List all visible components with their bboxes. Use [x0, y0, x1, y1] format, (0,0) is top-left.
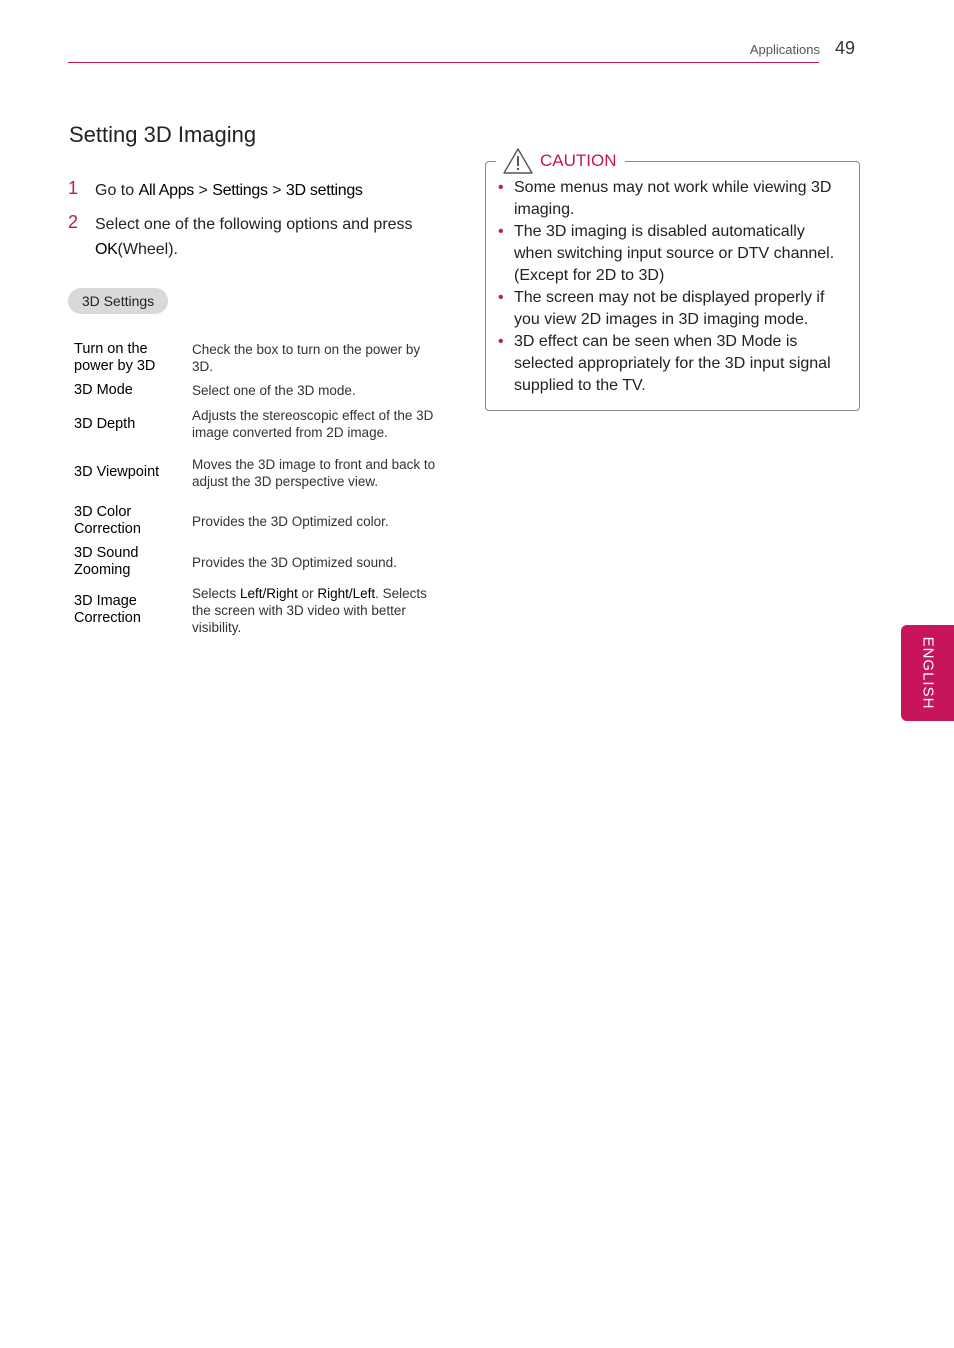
menu-path-all-apps: All Apps [138, 182, 194, 199]
caution-list [498, 177, 842, 397]
caution-title: CAUTION [540, 151, 617, 170]
caution-item: • Some menus may not work while viewing 3D imaging. [498, 179, 832, 218]
language-label: ENGLISH [919, 636, 936, 710]
step-text: Select one of the following options and press OK(Wheel). [95, 216, 413, 258]
menu-path-3d-settings: 3D settings [285, 182, 363, 199]
warning-icon [502, 147, 534, 175]
option-description: Adjusts the stereoscopic effect of the 3D image converted from 2D image. [192, 408, 434, 440]
caution-item: • The screen may not be displayed properly if you view 2D images in 3D imaging mode. [498, 289, 825, 328]
bullet-icon: • [498, 179, 504, 196]
table-row [68, 340, 444, 376]
table-row [68, 404, 444, 444]
option-label: Turn on the power by 3D [74, 341, 156, 374]
caution-item: • 3D effect can be seen when 3D Mode is selected appropriately for the 3D input signal supplied to the TV. [498, 333, 831, 394]
step-number: 2 [68, 212, 79, 232]
option-label: 3D Depth [74, 415, 136, 432]
menu-pill-3d-settings: 3D Settings [68, 288, 168, 314]
bullet-icon: • [498, 223, 504, 240]
caution-box [485, 161, 860, 411]
bullet-icon: • [498, 333, 504, 350]
step-number: 1 [68, 178, 79, 198]
option-description: Check the box to turn on the power by 3D. [192, 342, 421, 374]
option-description: Moves the 3D image to front and back to adjust the 3D perspective view. [192, 456, 436, 489]
option-label: 3D Image Correction [74, 593, 141, 626]
page-title: Setting 3D Imaging [69, 122, 257, 147]
header-divider [68, 62, 819, 63]
caution-header [496, 146, 625, 176]
option-left-right: Left/Right [240, 585, 298, 601]
page-number: 49 [835, 38, 856, 58]
option-description: Provides the 3D Optimized color. [192, 513, 389, 529]
table-row [68, 583, 444, 637]
step-text: Go to All Apps > Settings > 3D settings [95, 182, 363, 199]
option-label: 3D Color Correction [74, 504, 141, 537]
table-row [68, 444, 444, 501]
option-description: Select one of the 3D mode. [192, 382, 356, 398]
caution-item: • The 3D imaging is disabled automatically when switching input source or DTV channel. (Except for 2D to 3D) [498, 223, 835, 284]
option-right-left: Right/Left [317, 585, 376, 601]
option-description: Provides the 3D Optimized sound. [192, 554, 397, 570]
option-description: Selects Left/Right or Right/Left. Selects the screen with 3D video with better visibility. [192, 585, 427, 635]
section-name: Applications [749, 42, 820, 57]
language-tab [901, 625, 954, 721]
key-ok: OK [95, 241, 118, 258]
menu-path-settings: Settings [212, 182, 268, 199]
table-row [68, 501, 444, 541]
options-table [68, 340, 444, 637]
bullet-icon: • [498, 289, 504, 306]
table-row [68, 541, 444, 583]
option-label: 3D Viewpoint [74, 464, 160, 480]
option-label: 3D Mode [74, 381, 133, 398]
option-label: 3D Sound Zooming [74, 545, 139, 578]
table-row [68, 376, 444, 404]
